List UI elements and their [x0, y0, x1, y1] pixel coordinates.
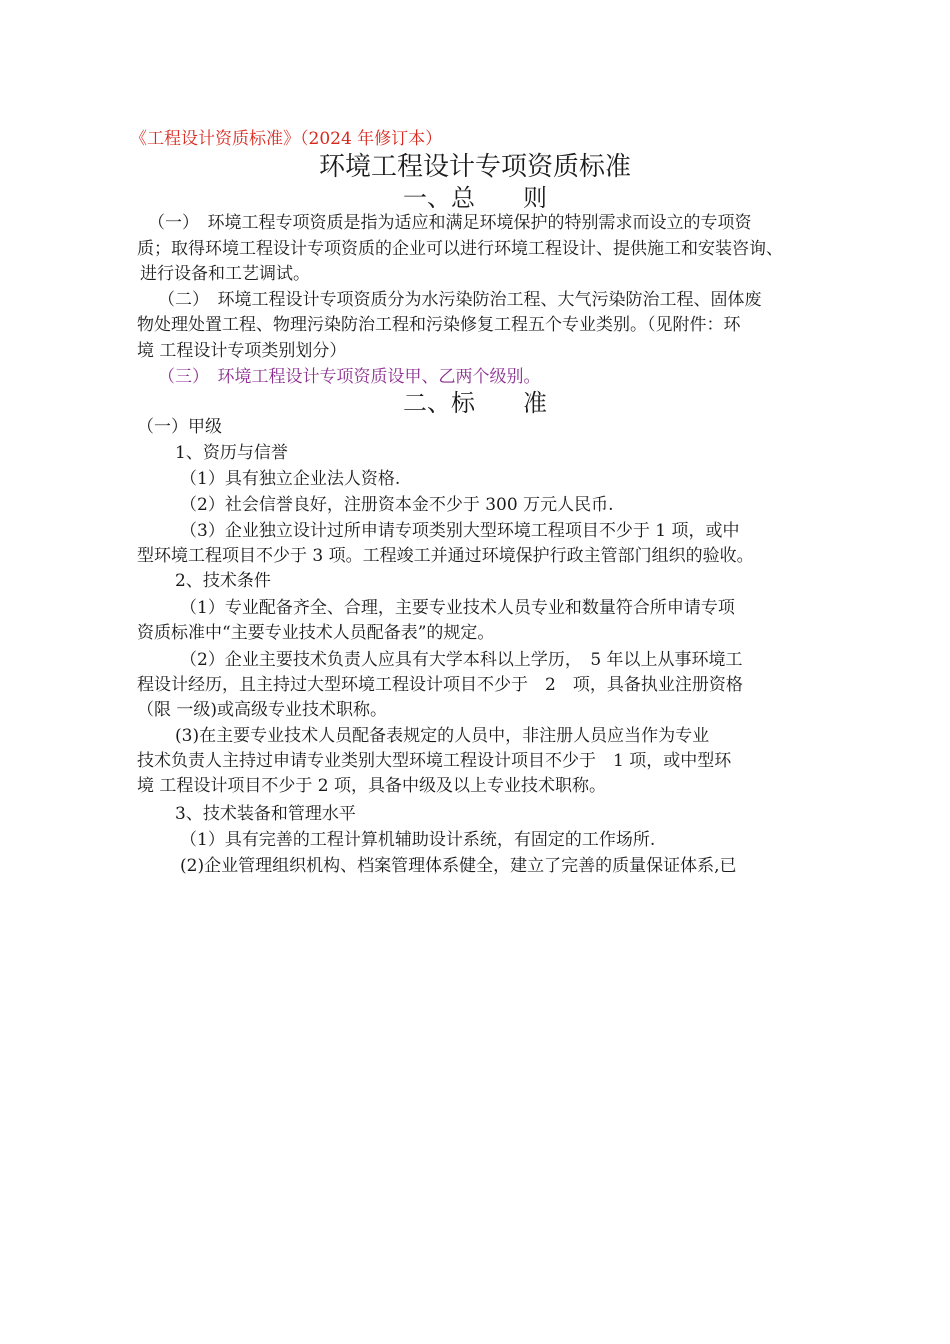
- item-2-3-line-1: (3)在主要专业技术人员配备表规定的人员中，非注册人员应当作为专业: [175, 726, 710, 746]
- document-title: 环境工程设计专项资质标准: [318, 152, 631, 182]
- document-subtitle: 《工程设计资质标准》（2024 年修订本）: [130, 129, 443, 149]
- item-2-1-line-2: 资质标准中“主要专业技术人员配备表”的规定。: [137, 623, 495, 643]
- subheading-technical: 2、技术条件: [175, 571, 271, 591]
- item-3-1: （1）具有完善的工程计算机辅助设计系统，有固定的工作场所.: [180, 830, 656, 850]
- section-heading-general: 一、总 则: [403, 184, 547, 212]
- item-1-3-line-2: 型环境工程项目不少于 3 项。工程竣工并通过环境保护行政主管部门组织的验收。: [137, 546, 754, 566]
- paragraph-2-line-1: （二） 环境工程设计专项资质分为水污染防治工程、大气污染防治工程、固体废: [158, 290, 762, 310]
- section-heading-standards: 二、标 准: [403, 389, 547, 417]
- item-2-3-line-3: 境 工程设计项目不少于 2 项，具备中级及以上专业技术职称。: [137, 776, 607, 796]
- item-2-2-line-2: 程设计经历，且主持过大型环境工程设计项目不少于 2 项，具备执业注册资格: [137, 675, 743, 695]
- paragraph-1-line-3: 进行设备和工艺调试。: [140, 264, 310, 284]
- item-1-2: （2）社会信誉良好，注册资本金不少于 300 万元人民币.: [180, 495, 614, 515]
- subheading-equipment: 3、技术装备和管理水平: [175, 804, 356, 824]
- paragraph-2-line-2: 物处理处置工程、物理污染防治工程和污染修复工程五个专业类别。（见附件：环: [137, 315, 741, 335]
- item-2-2-line-1: （2）企业主要技术负责人应具有大学本科以上学历， 5 年以上从事环境工: [180, 650, 743, 670]
- paragraph-1-line-1: （一） 环境工程专项资质是指为适应和满足环境保护的特别需求而设立的专项资: [148, 213, 752, 233]
- item-2-2-line-3: （限 一级)或高级专业技术职称。: [137, 700, 388, 720]
- grade-a-heading: （一）甲级: [137, 417, 222, 437]
- item-2-1-line-1: （1）专业配备齐全、合理，主要专业技术人员专业和数量符合所申请专项: [180, 598, 735, 618]
- item-1-1: （1）具有独立企业法人资格.: [180, 469, 401, 489]
- item-1-3-line-1: （3）企业独立设计过所申请专项类别大型环境工程项目不少于 1 项，或中: [180, 521, 740, 541]
- paragraph-2-line-3: 境 工程设计专项类别划分）: [137, 341, 347, 361]
- paragraph-1-line-2: 质；取得环境工程设计专项资质的企业可以进行环境工程设计、提供施工和安装咨询、: [137, 239, 783, 259]
- paragraph-3: （三） 环境工程设计专项资质设甲、乙两个级别。: [158, 367, 541, 387]
- subheading-qualification: 1、资历与信誉: [175, 443, 288, 463]
- item-3-2: (2)企业管理组织机构、档案管理体系健全，建立了完善的质量保证体系,已: [180, 856, 737, 876]
- item-2-3-line-2: 技术负责人主持过申请专业类别大型环境工程设计项目不少于 1 项，或中型环: [137, 751, 732, 771]
